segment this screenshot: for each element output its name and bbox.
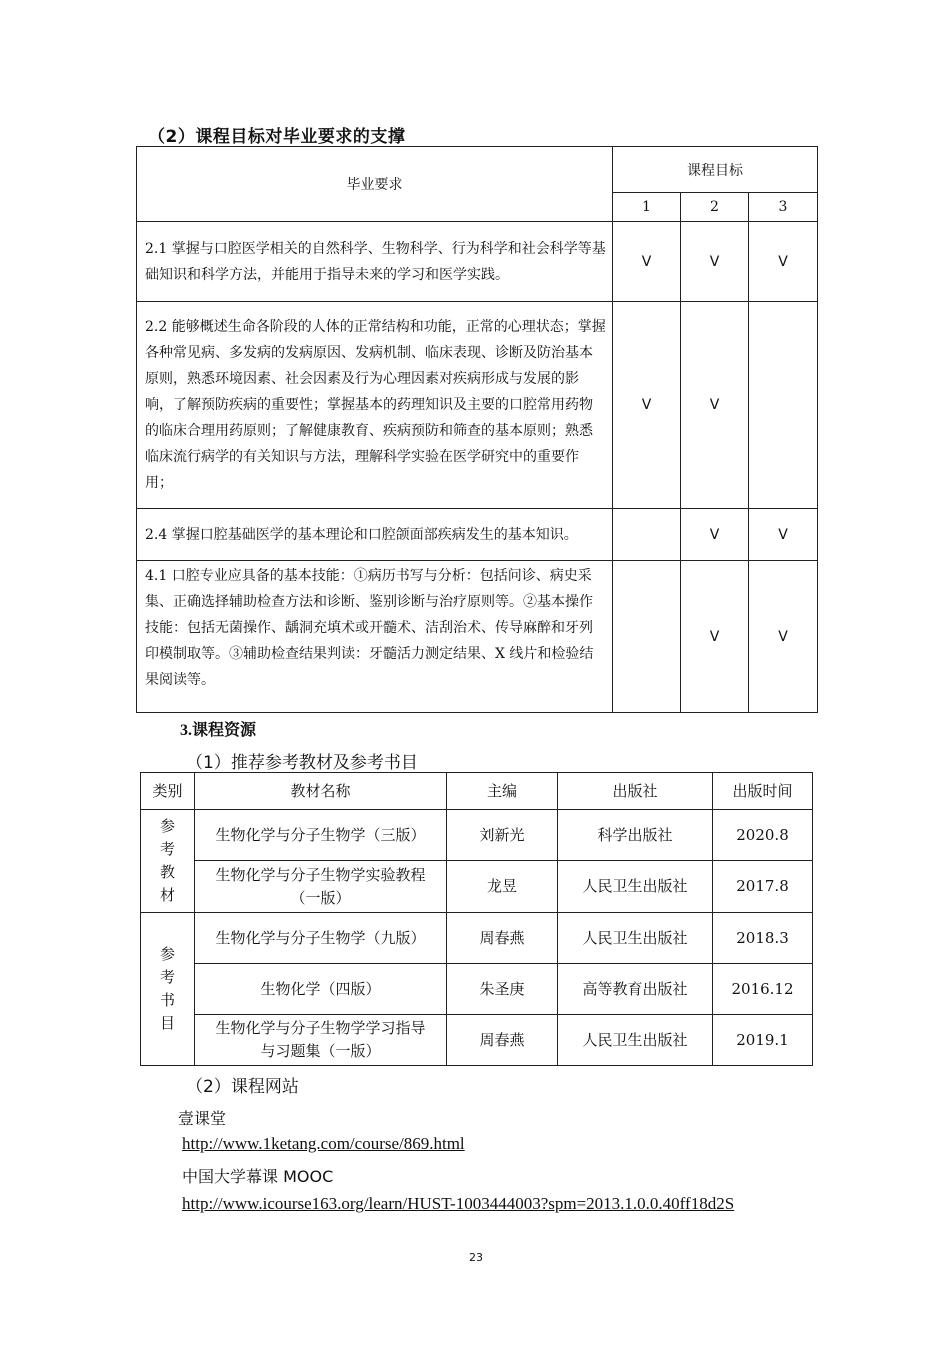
book-publisher: 人民卫生出版社: [558, 861, 713, 913]
site2-link[interactable]: http://www.icourse163.org/learn/HUST-1003444003?spm=2013.1.0.0.40ff18d2S: [182, 1194, 735, 1213]
goal-number: 3: [749, 193, 818, 222]
check-mark: V: [613, 222, 681, 302]
book-date: 2018.3: [713, 913, 813, 964]
book-editor: 朱圣庚: [447, 964, 558, 1015]
books-table: [140, 772, 813, 1066]
book-name: 生物化学与分子生物学实验教程（一版）: [195, 861, 447, 913]
support-table: [136, 146, 818, 713]
category-books: 参考书目: [141, 913, 195, 1066]
book-publisher: 人民卫生出版社: [558, 913, 713, 964]
table-row: [137, 561, 818, 713]
requirement-text: 2.1 掌握与口腔医学相关的自然科学、生物科学、行为科学和社会科学等基础知识和科学方法，并能用于指导未来的学习和医学实践。: [137, 222, 613, 302]
book-date: 2020.8: [713, 810, 813, 861]
goal-number: 2: [681, 193, 749, 222]
requirement-text: 2.2 能够概述生命各阶段的人体的正常结构和功能，正常的心理状态；掌握各种常见病、多发病的发病原因、发病机制、临床表现、诊断及防治基本原则，熟悉环境因素、社会因素及行为心理因素对疾病形成与发展的影响，了解预防疾病的重要性；掌握基本的药理知识及主要的口腔常用药物的临床合理用药原则；了解健康教育、疾病预防和筛查的基本原则；熟悉临床流行病学的有关知识与方法，理解科学实验在医学研究中的重要作用；: [137, 302, 613, 509]
support-section-title: （2）课程目标对毕业要求的支撑: [148, 127, 406, 147]
table-row: [141, 810, 813, 861]
check-mark: V: [749, 222, 818, 302]
book-publisher: 科学出版社: [558, 810, 713, 861]
book-publisher: 高等教育出版社: [558, 964, 713, 1015]
check-mark: V: [681, 302, 749, 509]
resources-title: 3.课程资源: [180, 722, 257, 739]
table-row: [141, 1015, 813, 1066]
book-editor: 周春燕: [447, 1015, 558, 1066]
table-row: [141, 861, 813, 913]
table-row: [137, 509, 818, 561]
book-name: 生物化学与分子生物学（三版）: [195, 810, 447, 861]
check-mark: V: [749, 561, 818, 713]
header-category: 类别: [141, 773, 195, 810]
book-editor: 周春燕: [447, 913, 558, 964]
websites-section-title: （2）课程网站: [186, 1077, 299, 1097]
header-date: 出版时间: [713, 773, 813, 810]
page-number: 23: [469, 1251, 483, 1264]
book-date: 2017.8: [713, 861, 813, 913]
check-mark: V: [613, 302, 681, 509]
header-publisher: 出版社: [558, 773, 713, 810]
header-name: 教材名称: [195, 773, 447, 810]
book-date: 2019.1: [713, 1015, 813, 1066]
category-textbook: 参考教材: [141, 810, 195, 913]
check-mark: V: [749, 509, 818, 561]
check-mark: V: [681, 222, 749, 302]
header-requirement: 毕业要求: [137, 147, 613, 222]
check-mark: [749, 302, 818, 509]
book-date: 2016.12: [713, 964, 813, 1015]
check-mark: V: [681, 509, 749, 561]
requirement-text: 4.1 口腔专业应具备的基本技能：①病历书写与分析：包括问诊、病史采集、正确选择辅助检查方法和诊断、鉴别诊断与治疗原则等。②基本操作技能：包括无菌操作、龋洞充填术或开髓术、洁刮治术、传导麻醉和牙列印模制取等。③辅助检查结果判读：牙髓活力测定结果、X 线片和检验结果阅读等。: [137, 561, 613, 713]
book-name: 生物化学（四版）: [195, 964, 447, 1015]
book-name: 生物化学与分子生物学学习指导与习题集（一版）: [195, 1015, 447, 1066]
book-editor: 龙昱: [447, 861, 558, 913]
check-mark: V: [681, 561, 749, 713]
table-row: [141, 964, 813, 1015]
site2-name: 中国大学幕课 MOOC: [182, 1167, 334, 1186]
book-publisher: 人民卫生出版社: [558, 1015, 713, 1066]
check-mark: [613, 561, 681, 713]
table-row: [137, 302, 818, 509]
book-name: 生物化学与分子生物学（九版）: [195, 913, 447, 964]
check-mark: [613, 509, 681, 561]
site1-link[interactable]: http://www.1ketang.com/course/869.html: [182, 1134, 465, 1153]
table-row: [141, 913, 813, 964]
goal-number: 1: [613, 193, 681, 222]
requirement-text: 2.4 掌握口腔基础医学的基本理论和口腔颌面部疾病发生的基本知识。: [137, 509, 613, 561]
header-editor: 主编: [447, 773, 558, 810]
header-goals: 课程目标: [613, 147, 818, 193]
site1-name: 壹课堂: [178, 1109, 227, 1128]
books-section-title: （1）推荐参考教材及参考书目: [186, 753, 418, 773]
table-row: [137, 222, 818, 302]
book-editor: 刘新光: [447, 810, 558, 861]
